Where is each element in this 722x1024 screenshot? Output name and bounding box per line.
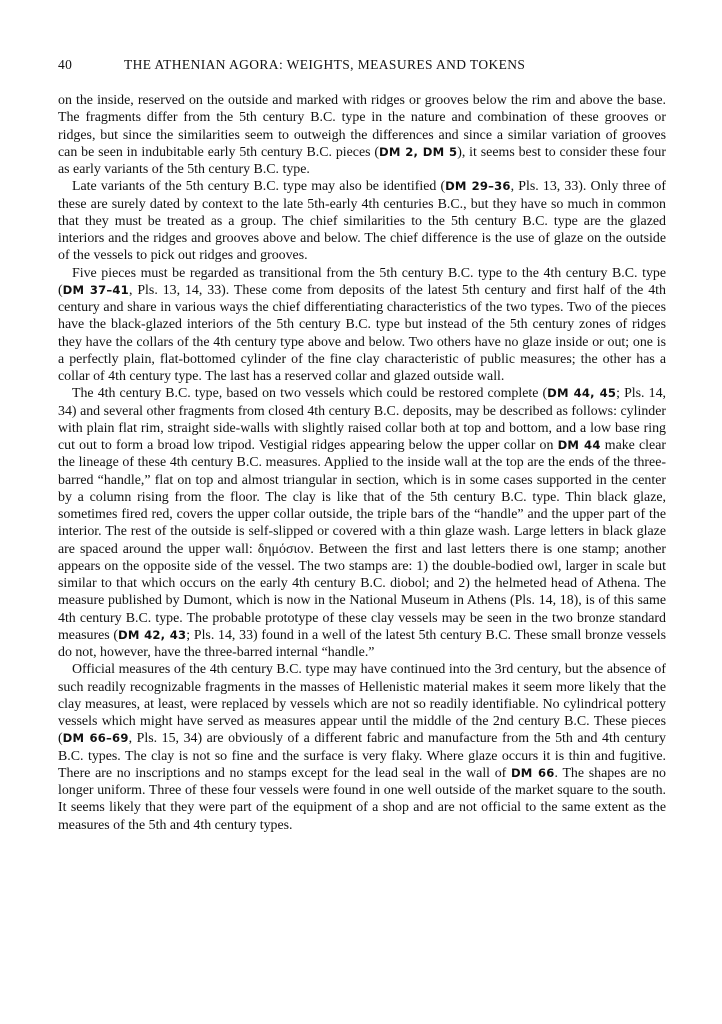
text-run: , Pls. 13, 33). Only three of these are surely dated by context to the late 5th-early 4th centuries B.C., but they have so much in common that they must be treated as a group. The chief similarities to the 5th century B.C. type are the glazed interiors and the ridges and grooves above and below. The chief difference is the use of glaze on the outside of the vessels to pick out ridges and grooves. [58,179,666,264]
text-run: on the inside, reserved on the outside and marked with ridges or grooves below the rim and above the base. The fragments differ from the 5th century B.C. type in the nature and combination of these grooves or ridges, but since the similarities seem to outweigh the differences and since a similar variation of grooves can be seen in indubitable early 5th century B.C. pieces ( [58,93,666,160]
paragraph [58,661,666,834]
text-run: , Pls. 13, 14, 33). These come from deposits of the latest 5th century and first half of the 4th century and share in various ways the chief differentiating characteristics of the two types. Two of the pieces have the black-glazed interiors of the 5th century B.C. type but instead of the 5th century zones of ridges they have the collars of the 4th century type above and below. Two others have no glaze inside or out; one is a perfectly plain, flat-bottomed cylinder of the fine clay characteristic of public measures; the other has a collar of 4th century type. The last has a reserved collar and glazed outside wall. [58,282,666,384]
catalog-reference: DM 44, 45 [547,386,617,401]
catalog-reference: DM 29–36 [445,179,511,194]
catalog-reference: DM 42, 43 [118,627,187,642]
text-run: Official measures of the 4th century B.C. type may have continued into the 3rd century, but the absence of such readily recognizable fragments in the masses of Hellenistic material makes it seem more likely that the clay measures, at least, were replaced by vessels which are not so readily identifiable. No cylindrical pottery vessels which might have served as measures appear until the middle of the 2nd century B.C. These pieces ( [58,662,666,747]
text-run: . Between the first and last letters there is one stamp; another appears on the opposite side of the vessel. The two stamps are: 1) the double-bodied owl, larger in scale but similar to that which occurs on the early 4th century B.C. diobol; and 2) the helmeted head of Athena. The measure published by Dumont, which is now in the National Museum in Athens (Pls. 14, 18), is of this same 4th century B.C. type. The probable prototype of these clay vessels may be seen in the two bronze standard measures ( [58,541,666,643]
page-header [58,57,666,77]
text-run: ; Pls. 14, 33) found in a well of the latest 5th century B.C. These small bronze vessels do not, however, have the three-barred internal “handle.” [58,627,666,660]
catalog-reference: DM 66–69 [62,731,129,746]
text-run: The 4th century B.C. type, based on two vessels which could be restored complete ( [72,386,548,402]
text-run: make clear the lineage of these 4th century B.C. measures. Applied to the inside wall at the top are the ends of the three-barred “handle,” flat on top and almost triangular in section, which is in some cases supported in the center by a column rising from the floor. The clay is like that of the 5th century B.C. type. Thin black glaze, sometimes fired red, covers the upper collar outside, the triple bars of the “handle” and the upper part of the interior. The rest of the outside is self-slipped or covered with a thin glaze wash. Large letters in black glaze are spaced around the upper wall: [58,438,666,557]
text-run: Five pieces must be regarded as transitional from the 5th century B.C. type to the 4th century B.C. type ( [58,265,666,298]
text-run: . The shapes are no longer uniform. Three of these four vessels were found in one well outside of the market square to the south. It seems likely that they were part of the equipment of a shop and are not official to the same extent as the measures of the 5th and 4th century types. [58,765,666,833]
paragraph [58,385,666,661]
paragraph [58,265,666,386]
paragraph [58,178,666,264]
text-run: ; Pls. 14, 34) and several other fragments from closed 4th century B.C. deposits, may be described as follows: cylinder with plain flat rim, straight side-walls with slightly raised collar both at top and bottom, and a low base ring cut out to form a broad low tripod. Vestigial ridges appearing below the upper collar on [58,386,666,453]
catalog-reference: DM 37–41 [62,282,129,297]
paragraph [58,92,666,178]
catalog-reference: DM 2, DM 5 [379,144,458,159]
text-run: ), it seems best to consider these four as early variants of the 5th century B.C. type. [58,144,666,177]
body-text [58,92,666,834]
page-number: 40 [58,57,73,72]
text-run: Late variants of the 5th century B.C. type may also be identified ( [72,179,446,195]
catalog-reference: DM 66 [510,765,555,780]
greek-inscription: δημόσιον [257,541,311,557]
running-title: THE ATHENIAN AGORA: WEIGHTS, MEASURES AND TOKENS [124,57,526,72]
text-run: , Pls. 15, 34) are obviously of a different fabric and manufacture from the 5th and 4th century B.C. types. The clay is not so fine and the surface is very flaky. Where glaze occurs it is thin and fugitive. There are no inscriptions and no stamps except for the lead seal in the wall of [58,731,666,781]
catalog-reference: DM 44 [557,438,601,452]
